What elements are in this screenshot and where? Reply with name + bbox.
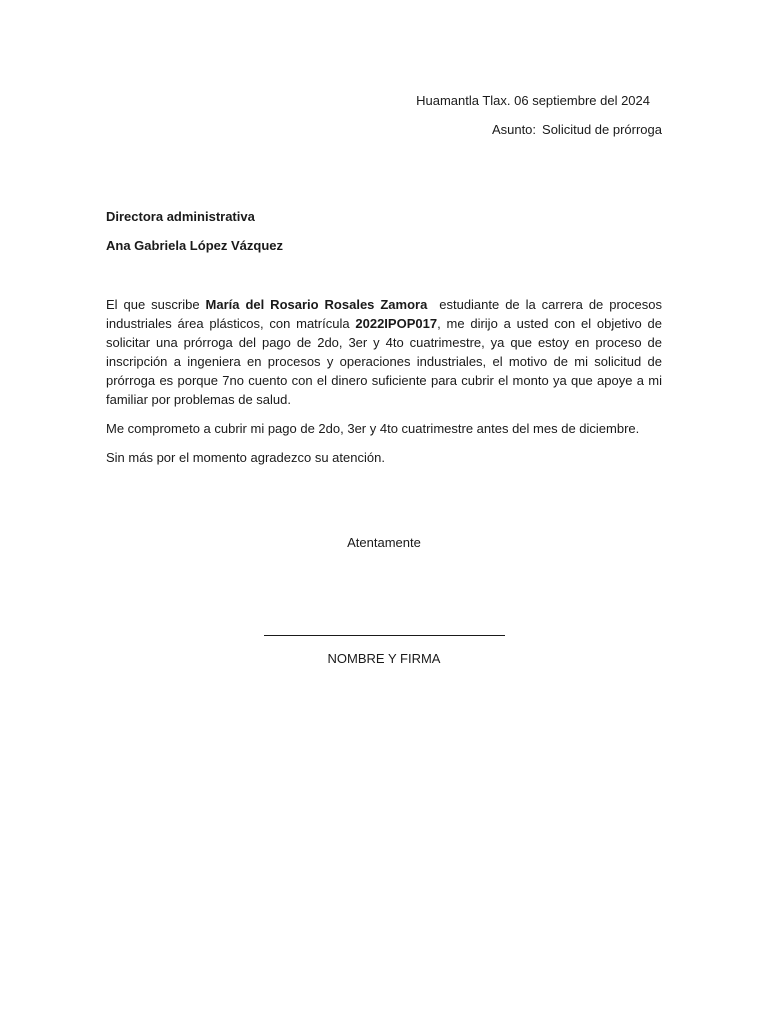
student-name: María del Rosario Rosales Zamora [205, 297, 428, 312]
signature-line [264, 635, 505, 636]
student-matricula: 2022IPOP017 [355, 316, 438, 331]
body-intro: El que suscribe [106, 297, 206, 312]
recipient-title: Directora administrativa [106, 209, 255, 224]
body-career: estudiante de la carrera de procesos industriales área plásticos, con matrícula [106, 297, 666, 331]
body-reason: , me dirijo a usted con el objetivo de solicitar una prórroga del pago de 2do, 3er y 4to cuatrimestre, ya que estoy en proceso de inscripción a ingeniera en procesos y operaciones industriales, el motivo de mi solicitud de prórroga es porque 7no cuento con el dinero suficiente para cubrir el monto ya que apoye a mi familiar por problemas de salud. [106, 316, 662, 407]
body-paragraph-thanks: Sin más por el momento agradezco su atención. [106, 450, 385, 465]
subject-label: Asunto: [491, 122, 537, 137]
signature-label: NOMBRE Y FIRMA [327, 651, 441, 666]
body-paragraph-commitment: Me comprometo a cubrir mi pago de 2do, 3er y 4to cuatrimestre antes del mes de diciembre. [106, 421, 640, 436]
recipient-name: Ana Gabriela López Vázquez [106, 238, 283, 253]
closing-sign-off: Atentamente [347, 535, 421, 550]
letter-subject [492, 122, 662, 137]
body-paragraph-request [106, 295, 666, 409]
letter-date: Huamantla Tlax. 06 septiembre del 2024 [416, 93, 650, 108]
subject-value: Solicitud de prórroga [542, 122, 662, 137]
letter-body [106, 295, 666, 477]
